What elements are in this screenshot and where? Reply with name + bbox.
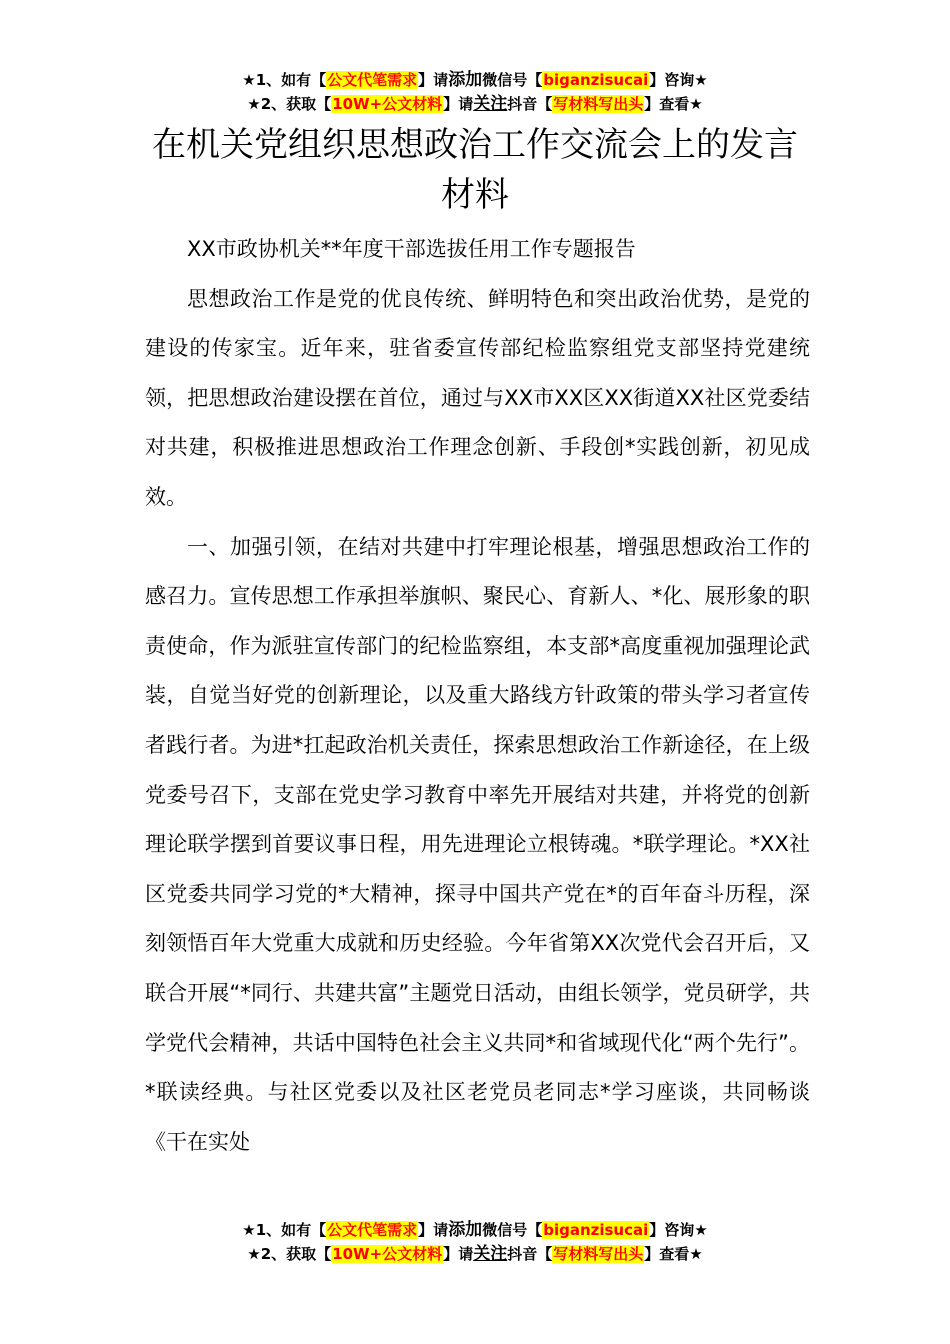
promo-text: 】请 [443,95,474,113]
promo-text: ★1、如有【 [242,71,327,89]
highlight-douyin-account: 写材料写出头 [553,1245,644,1263]
promo-text: 微信号【 [482,1221,543,1239]
highlight-wechat-id: biganzisucai [543,1221,649,1239]
document-subtitle: XX市政协机关**年度干部选拔任用工作专题报告 [187,237,636,261]
promo-line-1 [0,68,950,92]
highlight-service: 公文代笔需求 [327,71,418,89]
highlight-service: 公文代笔需求 [327,1221,418,1239]
body-paragraph: 一、加强引领，在结对共建中打牢理论根基，增强思想政治工作的感召力。宣传思想工作承担举旗帜、聚民心、育新人、*化、展形象的职责使命，作为派驻宣传部门的纪检监察组，本支部*高度重视加强理论武装，自觉当好党的创新理论，以及重大路线方针政策的带头学习者宣传者践行者。为进*扛起政治机关责任，探索思想政治工作新途径，在上级党委号召下，支部在党史学习教育中率先开展结对共建，并将党的创新理论联学摆到首要议事日程，用先进理论立根铸魂。*联学理论。*XX社区党委共同学习党的*大精神，探寻中国共产党在*的百年奋斗历程，深刻领悟百年大党重大成就和历史经验。今年省第XX次党代会召开后，又联合开展“*同行、共建共富”主题党日活动，由组长领学，党员研学，共学党代会精神，共话中国特色社会主义共同*和省域现代化“两个先行”。*联读经典。与社区党委以及社区老党员老同志*学习座谈，共同畅谈《干在实处 [145,534,810,1154]
highlight-wechat-id: biganzisucai [543,71,649,89]
promo-banner-bottom [0,1218,950,1266]
body-paragraph: 思想政治工作是党的优良传统、鲜明特色和突出政治优势，是党的建设的传家宝。近年来，驻省委宣传部纪检监察组党支部坚持党建统领，把思想政治建设摆在首位，通过与XX市XX区XX街道XX社区党委结对共建，积极推进思想政治工作理念创新、手段创*实践创新，初见成效。 [145,286,810,509]
promo-text: 抖音【 [507,95,553,113]
promo-text: 】咨询★ [649,1221,708,1239]
promo-text: 】请 [443,1245,474,1263]
promo-text: 】请 [418,71,449,89]
emphasis-follow: 关注 [473,94,508,114]
promo-text: 】查看★ [644,1245,703,1263]
promo-line-1 [0,1218,950,1242]
highlight-douyin-account: 写材料写出头 [553,95,644,113]
promo-text: ★1、如有【 [242,1221,327,1239]
emphasis-add: 添加 [448,70,483,90]
emphasis-follow: 关注 [473,1244,508,1264]
document-body [145,225,810,1167]
document-title: 在机关党组织思想政治工作交流会上的发言材料 [152,125,798,215]
promo-text: 】请 [418,1221,449,1239]
promo-line-2 [0,92,950,116]
promo-banner-top [0,68,950,116]
promo-line-2 [0,1242,950,1266]
promo-text: ★2、获取【 [247,95,332,113]
highlight-materials: 10W+公文材料 [332,1245,443,1263]
promo-text: 】查看★ [644,95,703,113]
highlight-materials: 10W+公文材料 [332,95,443,113]
promo-text: 微信号【 [482,71,543,89]
promo-text: ★2、获取【 [247,1245,332,1263]
promo-text: 】咨询★ [649,71,708,89]
emphasis-add: 添加 [448,1220,483,1240]
promo-text: 抖音【 [507,1245,553,1263]
